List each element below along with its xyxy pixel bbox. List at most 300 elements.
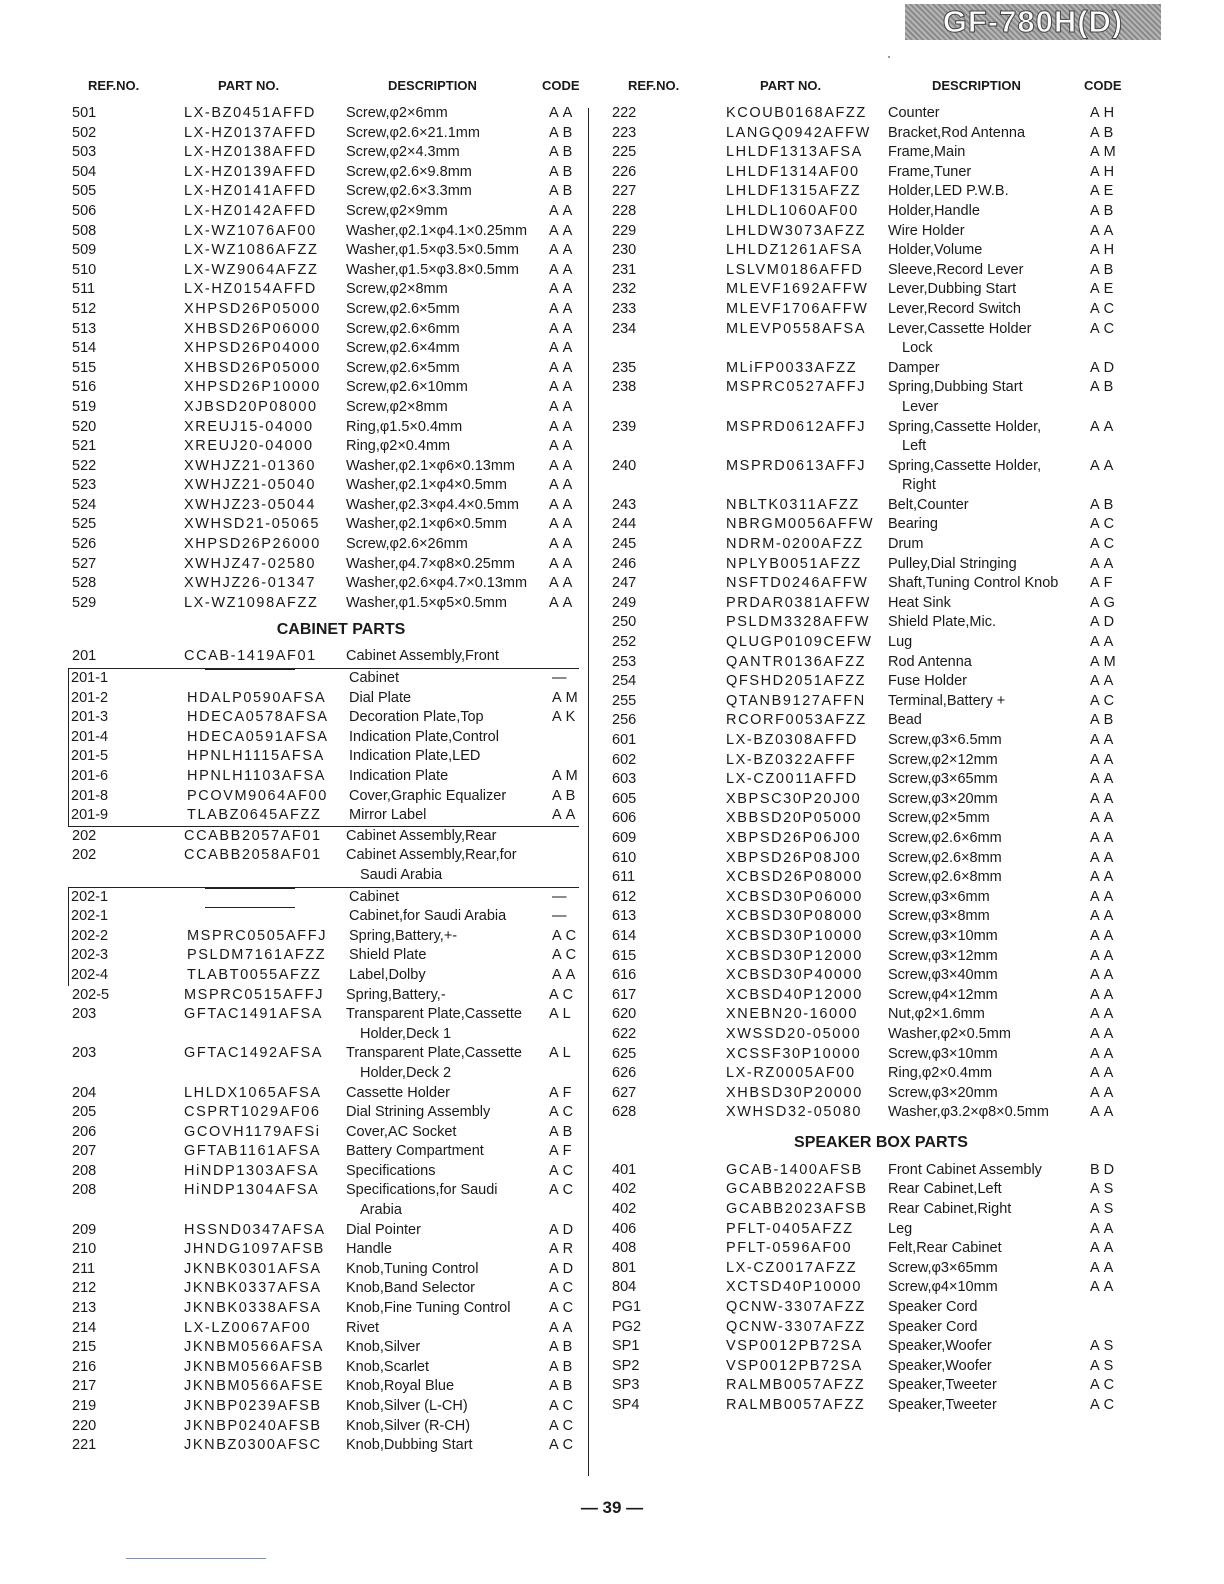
part-row — [606, 790, 1126, 810]
part-code: AA — [549, 359, 577, 376]
part-description: Bracket,Rod Antenna — [888, 124, 1026, 141]
part-description: Screw,φ3×6mm — [888, 888, 990, 905]
part-row — [606, 809, 1126, 829]
part-description: Washer,φ2.1×φ6×0.5mm — [346, 516, 507, 533]
part-part: JKNBP0240AFSB — [184, 1417, 322, 1434]
part-part: LX-BZ0451AFFD — [184, 105, 317, 121]
part-code: AE — [1090, 183, 1118, 200]
part-description: Shield Plate,Mic. — [888, 614, 996, 631]
part-ref: 235 — [612, 359, 637, 376]
part-description — [346, 1005, 522, 1044]
part-code: AC — [1090, 300, 1119, 317]
part-part: RALMB0057AFZZ — [726, 1377, 866, 1394]
part-description: Cabinet,for Saudi Arabia — [349, 908, 507, 925]
part-part: HDECA0578AFSA — [187, 709, 329, 726]
part-part: LX-BZ0322AFFF — [726, 751, 857, 768]
part-part: VSP0012PB72SA — [726, 1357, 863, 1374]
part-description — [346, 1044, 522, 1083]
part-ref: 210 — [72, 1241, 97, 1258]
part-part: QLUGP0109CEFW — [726, 634, 873, 651]
part-row — [66, 986, 586, 1006]
part-code: AM — [1090, 144, 1120, 161]
part-code: AC — [552, 927, 581, 944]
part-ref: 511 — [72, 281, 96, 298]
part-ref: 614 — [612, 927, 637, 944]
part-ref: 201-9 — [71, 807, 109, 824]
part-ref: 208 — [72, 1182, 97, 1199]
part-description: Screw,φ3×65mm — [888, 771, 998, 788]
part-code: AB — [1090, 261, 1118, 278]
part-description: Drum — [888, 536, 924, 553]
part-description: Screw,φ4×10mm — [888, 1279, 998, 1296]
part-part: PSLDM7161AFZZ — [187, 947, 327, 964]
part-ref: 612 — [612, 888, 637, 905]
part-code: AC — [549, 1104, 578, 1121]
part-ref: 202-4 — [71, 966, 109, 983]
part-code: AC — [549, 1300, 578, 1317]
part-code: AA — [549, 594, 577, 611]
part-code: AA — [549, 242, 577, 259]
omitted-part-line — [205, 669, 295, 670]
part-code: AA — [549, 477, 577, 494]
part-row — [606, 986, 1126, 1006]
part-code: AD — [1090, 359, 1119, 376]
part-code: AF — [549, 1143, 576, 1160]
part-description: Washer,φ2.1×φ6×0.13mm — [346, 457, 515, 474]
part-description: Rear Cabinet,Right — [888, 1201, 1012, 1218]
part-code: AA — [1090, 1220, 1118, 1237]
part-ref: 625 — [612, 1045, 637, 1062]
part-description: Rod Antenna — [888, 653, 972, 670]
part-code: AG — [1090, 594, 1119, 611]
part-description: Screw,φ3×20mm — [888, 790, 998, 807]
part-code: AA — [549, 105, 577, 121]
part-ref: 229 — [612, 222, 637, 239]
part-row — [66, 280, 586, 300]
part-code: AA — [1090, 418, 1118, 435]
part-code: AA — [552, 807, 580, 824]
part-description: Washer,φ3.2×φ8×0.5mm — [888, 1104, 1049, 1121]
part-ref: 509 — [72, 242, 97, 259]
part-ref: 216 — [72, 1358, 97, 1375]
part-row — [69, 787, 579, 807]
part-ref: 508 — [72, 222, 97, 239]
part-row — [66, 1436, 586, 1456]
part-part: CCABB2057AF01 — [184, 827, 322, 844]
part-part: XWHJZ21-01360 — [184, 457, 317, 474]
part-ref: 239 — [612, 418, 637, 435]
part-description: Speaker,Woofer — [888, 1338, 992, 1355]
part-description: Fuse Holder — [888, 673, 967, 690]
part-part: CCAB-1419AF01 — [184, 648, 317, 665]
speaker-list — [606, 1161, 1126, 1416]
part-description: Washer,φ2.1×φ4.1×0.25mm — [346, 222, 528, 239]
part-description: Bead — [888, 712, 922, 729]
part-description: Cabinet Assembly,Rear — [346, 827, 497, 844]
part-code: AA — [1090, 457, 1118, 474]
part-code: AA — [1090, 1104, 1118, 1121]
part-row — [66, 437, 586, 457]
part-ref: 215 — [72, 1339, 97, 1356]
part-ref: 402 — [612, 1181, 637, 1198]
part-code: AS — [1090, 1181, 1118, 1198]
part-row — [606, 1045, 1126, 1065]
part-part: RALMB0057AFZZ — [726, 1397, 866, 1413]
part-description: Rivet — [346, 1319, 380, 1336]
part-part: KCOUB0168AFZZ — [726, 105, 867, 121]
part-code: AC — [1090, 692, 1119, 709]
part-description — [888, 378, 1023, 417]
part-part: LX-WZ1086AFZZ — [184, 242, 319, 259]
part-description: Screw,φ2×8mm — [346, 398, 448, 415]
part-row — [66, 496, 586, 516]
part-row — [66, 555, 586, 575]
part-ref: SP4 — [612, 1397, 640, 1413]
part-row — [66, 1417, 586, 1437]
part-description: Spring,Battery,- — [346, 986, 446, 1003]
part-ref: 610 — [612, 849, 637, 866]
part-description: Knob,Band Selector — [346, 1280, 475, 1297]
part-description — [888, 457, 1041, 496]
part-code: AB — [552, 787, 580, 804]
part-code: AS — [1090, 1201, 1118, 1218]
part-ref: 212 — [72, 1280, 97, 1297]
part-ref: 516 — [72, 379, 97, 396]
part-description: Handle — [346, 1241, 392, 1258]
part-part: NDRM-0200AFZZ — [726, 536, 864, 553]
cabinet-list-b — [66, 827, 586, 886]
part-code: AA — [1090, 810, 1118, 827]
part-code: AC — [549, 1398, 578, 1414]
part-row — [66, 241, 586, 261]
part-description: Knob,Silver (L-CH) — [346, 1398, 468, 1414]
part-ref: 252 — [612, 634, 637, 651]
part-code: AB — [549, 1358, 577, 1375]
part-ref: 256 — [612, 712, 637, 729]
part-part: GFTAB1161AFSA — [184, 1143, 322, 1160]
part-description: Screw,φ3×10mm — [888, 927, 998, 944]
part-ref: 201-4 — [71, 728, 109, 745]
part-description: Dial Pointer — [346, 1221, 421, 1238]
part-row — [606, 731, 1126, 751]
part-code: AD — [1090, 614, 1119, 631]
part-code: AA — [1090, 1045, 1118, 1062]
part-ref: 628 — [612, 1104, 637, 1121]
part-ref: 238 — [612, 379, 637, 396]
part-description: Screw,φ2×9mm — [346, 202, 448, 219]
part-row — [69, 888, 579, 908]
part-code: AC — [549, 1437, 578, 1454]
part-part: LX-RZ0005AF00 — [726, 1065, 856, 1082]
part-row — [69, 946, 579, 966]
part-row — [606, 555, 1126, 575]
part-part: PCOVM9064AF00 — [187, 787, 328, 804]
part-row — [606, 535, 1126, 555]
description-line2: Lever — [902, 398, 939, 415]
part-ref: 504 — [72, 163, 97, 180]
part-code: AS — [1090, 1357, 1118, 1374]
part-part: XCBSD26P08000 — [726, 869, 863, 886]
part-row — [606, 202, 1126, 222]
part-ref: 515 — [72, 359, 97, 376]
part-description: Ring,φ2×0.4mm — [346, 438, 451, 455]
part-description — [888, 418, 1041, 457]
part-part: XWHSD21-05065 — [184, 516, 321, 533]
part-part: XHBSD26P05000 — [184, 359, 321, 376]
part-code: AA — [549, 340, 577, 357]
part-row — [69, 966, 579, 986]
part-part: LX-CZ0017AFZZ — [726, 1259, 858, 1276]
part-code: AA — [1090, 790, 1118, 807]
part-ref: 513 — [72, 320, 97, 337]
part-code: AD — [549, 1260, 578, 1277]
part-ref: 613 — [612, 908, 637, 925]
part-description: Washer,φ4.7×φ8×0.25mm — [346, 555, 515, 572]
part-ref: 244 — [612, 516, 637, 533]
part-part: GCABB2023AFSB — [726, 1201, 868, 1218]
part-part: XBPSC30P20J00 — [726, 790, 862, 807]
part-row — [66, 1005, 586, 1044]
part-code: AC — [1090, 1377, 1119, 1394]
part-code: AC — [549, 1162, 578, 1179]
part-description: Lever,Record Switch — [888, 300, 1021, 317]
part-description: Cabinet — [349, 888, 399, 905]
part-row — [606, 515, 1126, 535]
part-description: Holder,Handle — [888, 202, 980, 219]
part-part: PRDAR0381AFFW — [726, 594, 871, 611]
part-part: LX-CZ0011AFFD — [726, 771, 858, 788]
part-code: AA — [1090, 673, 1118, 690]
part-part: QANTR0136AFZZ — [726, 653, 867, 670]
left-header — [66, 74, 586, 104]
part-description: Knob,Silver — [346, 1339, 421, 1356]
part-row — [606, 927, 1126, 947]
part-code: AF — [549, 1084, 576, 1101]
part-description: Screw,φ3×20mm — [888, 1084, 998, 1101]
part-description: Screw,φ3×6.5mm — [888, 732, 1002, 748]
part-row — [69, 669, 579, 689]
part-ref: 208 — [72, 1162, 97, 1179]
part-row — [66, 182, 586, 202]
part-ref: 626 — [612, 1065, 637, 1082]
part-part: JKNBK0338AFSA — [184, 1300, 322, 1317]
part-ref: 611 — [612, 869, 636, 886]
part-part: LHLDW3073AFZZ — [726, 222, 867, 239]
part-row — [66, 359, 586, 379]
part-row — [66, 1377, 586, 1397]
header-part: PART NO. — [218, 78, 280, 93]
part-ref: 529 — [72, 594, 97, 611]
part-ref: 213 — [72, 1300, 97, 1317]
part-ref: 602 — [612, 751, 637, 768]
part-row — [606, 1396, 1126, 1416]
part-description: Pulley,Dial Stringing — [888, 555, 1017, 572]
part-code: AA — [1090, 947, 1118, 964]
part-description: Screw,φ2.6×5mm — [346, 359, 460, 376]
part-description: Knob,Fine Tuning Control — [346, 1300, 511, 1317]
part-ref: 525 — [72, 516, 97, 533]
part-code: AK — [552, 709, 580, 726]
part-ref: 255 — [612, 692, 637, 709]
part-part: HPNLH1115AFSA — [187, 748, 325, 765]
part-row — [66, 1221, 586, 1241]
part-code: AA — [549, 222, 577, 239]
part-row — [606, 574, 1126, 594]
part-ref: 512 — [72, 300, 97, 317]
part-ref: 204 — [72, 1084, 97, 1101]
part-code: AB — [549, 1378, 577, 1395]
part-description: Dial Plate — [349, 689, 412, 706]
part-code: AC — [549, 1182, 578, 1199]
part-description: Knob,Dubbing Start — [346, 1437, 473, 1454]
part-row — [606, 1220, 1126, 1240]
model-banner: GF-780H(D) — [905, 4, 1161, 40]
part-row — [606, 1376, 1126, 1396]
left-column — [66, 74, 586, 1456]
part-description: Indication Plate — [349, 768, 449, 784]
part-ref: 234 — [612, 320, 637, 337]
part-part: PFLT-0405AFZZ — [726, 1220, 854, 1237]
part-row — [66, 457, 586, 477]
part-part: QCNW-3307AFZZ — [726, 1299, 866, 1316]
part-code: AA — [1090, 555, 1118, 572]
part-description: Spring,Battery,+- — [349, 927, 458, 944]
part-code: AA — [1090, 732, 1118, 748]
part-part: HiNDP1304AFSA — [184, 1182, 320, 1199]
part-code: AA — [1090, 1065, 1118, 1082]
part-part: XCTSD40P10000 — [726, 1279, 863, 1296]
part-part: NBLTK0311AFZZ — [726, 496, 860, 513]
part-row — [66, 827, 586, 847]
part-code: — — [552, 908, 571, 925]
part-part: LX-WZ1098AFZZ — [184, 594, 319, 611]
part-ref: 205 — [72, 1104, 97, 1121]
part-row — [69, 747, 579, 767]
part-part: XWHJZ47-02580 — [184, 555, 317, 572]
header-part: PART NO. — [760, 78, 822, 93]
part-code: AA — [549, 438, 577, 455]
part-row — [66, 476, 586, 496]
part-code: AA — [549, 418, 577, 435]
part-description: Terminal,Battery + — [888, 692, 1006, 709]
part-description: Speaker Cord — [888, 1318, 978, 1335]
part-description: Washer,φ1.5×φ3.8×0.5mm — [346, 261, 520, 278]
description-line1: Cabinet Assembly,Rear,for — [346, 847, 517, 864]
part-part: QFSHD2051AFZZ — [726, 673, 867, 690]
part-part: TLABZ0645AFZZ — [187, 807, 322, 824]
right-header — [606, 74, 1126, 104]
part-code: AB — [1090, 496, 1118, 513]
part-ref: 223 — [612, 124, 637, 141]
cabinet-list-a — [66, 647, 586, 667]
part-part: XHPSD26P05000 — [184, 300, 321, 317]
part-part: JKNBK0301AFSA — [184, 1260, 322, 1277]
part-row — [606, 1298, 1126, 1318]
part-code: AA — [549, 496, 577, 513]
part-part: XHPSD26P04000 — [184, 340, 321, 357]
part-code: AD — [549, 1221, 578, 1238]
part-part: XBBSD20P05000 — [726, 810, 863, 827]
part-row — [66, 647, 586, 667]
part-ref: SP2 — [612, 1357, 640, 1374]
part-code: AA — [1090, 967, 1118, 984]
part-description: Screw,φ2.6×10mm — [346, 379, 468, 396]
column-divider — [588, 108, 589, 1476]
part-part: JKNBZ0300AFSC — [184, 1437, 322, 1454]
part-code: AC — [549, 986, 578, 1003]
part-part: GFTAC1491AFSA — [184, 1006, 323, 1023]
part-row — [606, 1318, 1126, 1338]
part-row — [606, 1103, 1126, 1123]
part-row — [66, 1240, 586, 1260]
part-description: Nut,φ2×1.6mm — [888, 1006, 985, 1023]
part-row — [66, 1299, 586, 1319]
part-row — [66, 339, 586, 359]
part-code: AB — [1090, 202, 1118, 219]
part-code: AM — [552, 689, 582, 706]
part-row — [66, 398, 586, 418]
part-row — [66, 1397, 586, 1417]
part-ref: 502 — [72, 124, 97, 141]
speck — [888, 56, 890, 58]
part-row — [69, 689, 582, 709]
part-description: Heat Sink — [888, 594, 951, 611]
part-description: Cabinet Assembly,Front — [346, 648, 499, 665]
part-code: AR — [549, 1241, 578, 1258]
part-ref: 605 — [612, 790, 637, 807]
part-ref: 201-5 — [71, 748, 109, 765]
header-ref: REF.NO. — [628, 78, 680, 93]
part-part: LHLDX1065AFSA — [184, 1084, 322, 1101]
footer-rule — [126, 1558, 266, 1559]
part-part: JKNBK0337AFSA — [184, 1280, 322, 1297]
part-row — [606, 1064, 1126, 1084]
part-part: CSPRT1029AF06 — [184, 1104, 321, 1121]
part-description: Felt,Rear Cabinet — [888, 1240, 1002, 1257]
part-ref: 201-3 — [71, 709, 109, 726]
part-description: Holder,Volume — [888, 242, 983, 259]
part-ref: 206 — [72, 1123, 97, 1140]
part-row — [606, 182, 1126, 202]
part-row — [606, 241, 1126, 261]
part-description: Cabinet — [349, 670, 399, 687]
part-code: AB — [549, 1123, 577, 1140]
part-ref: 505 — [72, 183, 97, 200]
part-description: Battery Compartment — [346, 1143, 484, 1160]
part-ref: 246 — [612, 555, 637, 572]
part-row — [66, 846, 586, 885]
part-part: XNEBN20-16000 — [726, 1006, 859, 1023]
part-row — [606, 457, 1126, 496]
description-line1: Transparent Plate,Cassette — [346, 1045, 522, 1062]
part-part: XHPSD26P10000 — [184, 379, 321, 396]
part-part: NPLYB0051AFZZ — [726, 555, 862, 572]
part-description: Screw,φ2.6×5mm — [346, 300, 460, 317]
part-ref: PG1 — [612, 1299, 642, 1316]
part-ref: 202-1 — [71, 888, 109, 905]
part-ref: 232 — [612, 281, 637, 298]
part-part: JKNBM0566AFSB — [184, 1358, 325, 1375]
page-number: — 39 — — [580, 1498, 644, 1517]
part-part: LHLDF1314AF00 — [726, 163, 860, 180]
cabinet-list-c — [66, 986, 586, 1456]
description-line2: Saudi Arabia — [360, 866, 443, 883]
part-row — [606, 320, 1126, 359]
part-row — [69, 806, 579, 826]
part-ref: 804 — [612, 1279, 637, 1296]
part-row — [66, 1181, 586, 1220]
part-description: Speaker,Tweeter — [888, 1397, 997, 1413]
